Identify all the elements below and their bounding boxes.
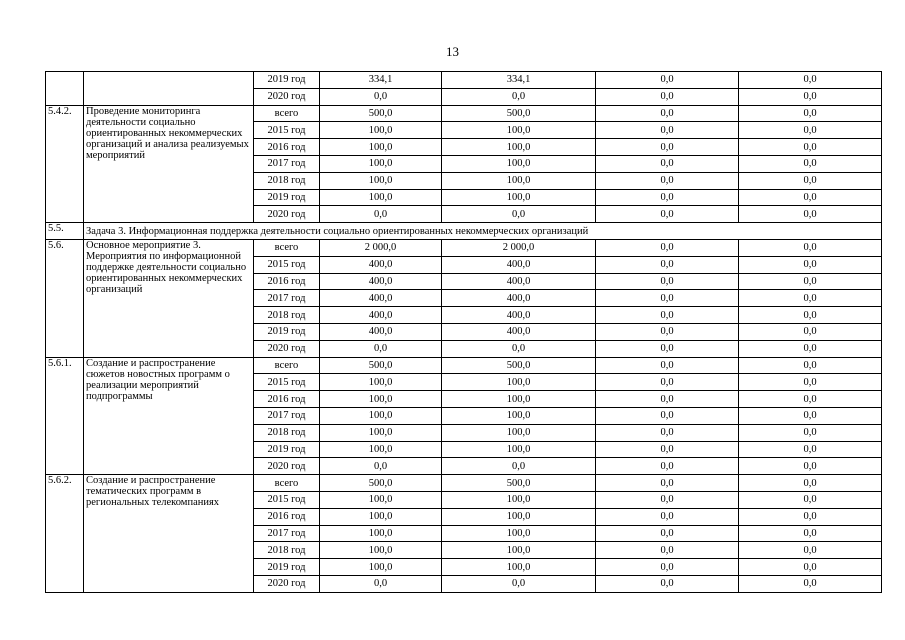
federal-budget-cell: 0,0	[596, 290, 739, 307]
regional-budget-cell: 100,0	[442, 542, 596, 559]
period-cell: 2019 год	[254, 559, 320, 576]
federal-budget-cell: 0,0	[596, 374, 739, 391]
total-cell: 100,0	[320, 407, 442, 424]
code-cell: 5.6.	[46, 239, 84, 357]
name-cell: Создание и распространение тематических программ в региональных телекомпаниях	[84, 475, 254, 593]
other-sources-cell: 0,0	[739, 491, 882, 508]
period-cell: 2017 год	[254, 525, 320, 542]
table-row	[46, 105, 882, 122]
total-cell: 100,0	[320, 391, 442, 408]
federal-budget-cell: 0,0	[596, 307, 739, 324]
name-cell: Основное мероприятие 3. Мероприятия по информационной поддержке деятельности социально ориентированных некоммерческих организаций	[84, 239, 254, 357]
other-sources-cell: 0,0	[739, 206, 882, 223]
federal-budget-cell: 0,0	[596, 407, 739, 424]
other-sources-cell: 0,0	[739, 525, 882, 542]
federal-budget-cell: 0,0	[596, 559, 739, 576]
period-cell: 2020 год	[254, 458, 320, 475]
regional-budget-cell: 0,0	[442, 88, 596, 105]
other-sources-cell: 0,0	[739, 290, 882, 307]
regional-budget-cell: 100,0	[442, 424, 596, 441]
period-cell: 2015 год	[254, 256, 320, 273]
period-cell: 2020 год	[254, 340, 320, 357]
other-sources-cell: 0,0	[739, 340, 882, 357]
period-cell: 2015 год	[254, 491, 320, 508]
federal-budget-cell: 0,0	[596, 256, 739, 273]
period-cell: 2015 год	[254, 122, 320, 139]
total-cell: 100,0	[320, 441, 442, 458]
total-cell: 100,0	[320, 189, 442, 206]
name-cell	[84, 72, 254, 106]
other-sources-cell: 0,0	[739, 273, 882, 290]
total-cell: 100,0	[320, 525, 442, 542]
federal-budget-cell: 0,0	[596, 575, 739, 592]
other-sources-cell: 0,0	[739, 441, 882, 458]
other-sources-cell: 0,0	[739, 323, 882, 340]
other-sources-cell: 0,0	[739, 575, 882, 592]
regional-budget-cell: 100,0	[442, 559, 596, 576]
regional-budget-cell: 100,0	[442, 525, 596, 542]
total-cell: 100,0	[320, 139, 442, 156]
federal-budget-cell: 0,0	[596, 441, 739, 458]
total-cell: 400,0	[320, 323, 442, 340]
period-cell: всего	[254, 357, 320, 374]
task-title: Задача 3. Информационная поддержка деятельности социально ориентированных некоммерческих организаций	[84, 223, 882, 240]
period-cell: 2018 год	[254, 542, 320, 559]
other-sources-cell: 0,0	[739, 475, 882, 492]
total-cell: 100,0	[320, 508, 442, 525]
regional-budget-cell: 0,0	[442, 340, 596, 357]
period-cell: 2019 год	[254, 441, 320, 458]
page-number: 13	[446, 44, 459, 59]
federal-budget-cell: 0,0	[596, 88, 739, 105]
total-cell: 100,0	[320, 542, 442, 559]
federal-budget-cell: 0,0	[596, 206, 739, 223]
total-cell: 100,0	[320, 122, 442, 139]
other-sources-cell: 0,0	[739, 407, 882, 424]
total-cell: 100,0	[320, 559, 442, 576]
period-cell: 2016 год	[254, 508, 320, 525]
federal-budget-cell: 0,0	[596, 542, 739, 559]
total-cell: 0,0	[320, 575, 442, 592]
federal-budget-cell: 0,0	[596, 424, 739, 441]
regional-budget-cell: 100,0	[442, 139, 596, 156]
other-sources-cell: 0,0	[739, 424, 882, 441]
other-sources-cell: 0,0	[739, 256, 882, 273]
federal-budget-cell: 0,0	[596, 139, 739, 156]
other-sources-cell: 0,0	[739, 88, 882, 105]
period-cell: всего	[254, 105, 320, 122]
code-cell: 5.6.2.	[46, 475, 84, 593]
other-sources-cell: 0,0	[739, 458, 882, 475]
code-cell: 5.5.	[46, 223, 84, 240]
federal-budget-cell: 0,0	[596, 340, 739, 357]
other-sources-cell: 0,0	[739, 508, 882, 525]
period-cell: 2015 год	[254, 374, 320, 391]
other-sources-cell: 0,0	[739, 391, 882, 408]
total-cell: 100,0	[320, 374, 442, 391]
regional-budget-cell: 100,0	[442, 155, 596, 172]
period-cell: 2017 год	[254, 290, 320, 307]
total-cell: 500,0	[320, 475, 442, 492]
other-sources-cell: 0,0	[739, 542, 882, 559]
federal-budget-cell: 0,0	[596, 239, 739, 256]
regional-budget-cell: 500,0	[442, 475, 596, 492]
name-cell: Создание и распространение сюжетов новостных программ о реализации мероприятий подпрограммы	[84, 357, 254, 475]
other-sources-cell: 0,0	[739, 189, 882, 206]
code-cell	[46, 72, 84, 106]
federal-budget-cell: 0,0	[596, 189, 739, 206]
task-row	[46, 223, 882, 240]
other-sources-cell: 0,0	[739, 357, 882, 374]
total-cell: 0,0	[320, 458, 442, 475]
table-row	[46, 357, 882, 374]
period-cell: 2018 год	[254, 307, 320, 324]
regional-budget-cell: 100,0	[442, 407, 596, 424]
total-cell: 400,0	[320, 273, 442, 290]
period-cell: 2018 год	[254, 172, 320, 189]
period-cell: 2016 год	[254, 139, 320, 156]
budget-table-body	[46, 72, 882, 593]
period-cell: 2020 год	[254, 206, 320, 223]
period-cell: 2019 год	[254, 323, 320, 340]
total-cell: 400,0	[320, 256, 442, 273]
total-cell: 400,0	[320, 290, 442, 307]
total-cell: 100,0	[320, 491, 442, 508]
regional-budget-cell: 100,0	[442, 189, 596, 206]
federal-budget-cell: 0,0	[596, 508, 739, 525]
total-cell: 500,0	[320, 357, 442, 374]
table-row	[46, 475, 882, 492]
federal-budget-cell: 0,0	[596, 458, 739, 475]
other-sources-cell: 0,0	[739, 374, 882, 391]
table-row	[46, 72, 882, 89]
total-cell: 500,0	[320, 105, 442, 122]
regional-budget-cell: 100,0	[442, 122, 596, 139]
period-cell: всего	[254, 239, 320, 256]
total-cell: 0,0	[320, 340, 442, 357]
regional-budget-cell: 100,0	[442, 508, 596, 525]
other-sources-cell: 0,0	[739, 105, 882, 122]
code-cell: 5.6.1.	[46, 357, 84, 475]
regional-budget-cell: 500,0	[442, 357, 596, 374]
regional-budget-cell: 0,0	[442, 575, 596, 592]
other-sources-cell: 0,0	[739, 172, 882, 189]
regional-budget-cell: 334,1	[442, 72, 596, 89]
period-cell: 2017 год	[254, 407, 320, 424]
period-cell: 2018 год	[254, 424, 320, 441]
other-sources-cell: 0,0	[739, 239, 882, 256]
regional-budget-cell: 400,0	[442, 273, 596, 290]
federal-budget-cell: 0,0	[596, 172, 739, 189]
total-cell: 100,0	[320, 424, 442, 441]
federal-budget-cell: 0,0	[596, 122, 739, 139]
period-cell: 2019 год	[254, 189, 320, 206]
code-cell: 5.4.2.	[46, 105, 84, 223]
federal-budget-cell: 0,0	[596, 491, 739, 508]
period-cell: 2020 год	[254, 88, 320, 105]
total-cell: 400,0	[320, 307, 442, 324]
regional-budget-cell: 100,0	[442, 391, 596, 408]
total-cell: 334,1	[320, 72, 442, 89]
regional-budget-cell: 400,0	[442, 307, 596, 324]
budget-table	[45, 71, 882, 593]
regional-budget-cell: 100,0	[442, 172, 596, 189]
other-sources-cell: 0,0	[739, 307, 882, 324]
regional-budget-cell: 400,0	[442, 323, 596, 340]
other-sources-cell: 0,0	[739, 139, 882, 156]
period-cell: 2016 год	[254, 391, 320, 408]
period-cell: 2016 год	[254, 273, 320, 290]
regional-budget-cell: 0,0	[442, 206, 596, 223]
total-cell: 0,0	[320, 206, 442, 223]
total-cell: 2 000,0	[320, 239, 442, 256]
other-sources-cell: 0,0	[739, 122, 882, 139]
total-cell: 100,0	[320, 172, 442, 189]
period-cell: 2020 год	[254, 575, 320, 592]
regional-budget-cell: 0,0	[442, 458, 596, 475]
regional-budget-cell: 100,0	[442, 374, 596, 391]
name-cell: Проведение мониторинга деятельности социально ориентированных некоммерческих организаций и анализа реализуемых мероприятий	[84, 105, 254, 223]
other-sources-cell: 0,0	[739, 559, 882, 576]
federal-budget-cell: 0,0	[596, 273, 739, 290]
regional-budget-cell: 100,0	[442, 441, 596, 458]
total-cell: 0,0	[320, 88, 442, 105]
federal-budget-cell: 0,0	[596, 155, 739, 172]
table-row	[46, 239, 882, 256]
regional-budget-cell: 100,0	[442, 491, 596, 508]
regional-budget-cell: 400,0	[442, 290, 596, 307]
federal-budget-cell: 0,0	[596, 72, 739, 89]
regional-budget-cell: 2 000,0	[442, 239, 596, 256]
period-cell: всего	[254, 475, 320, 492]
federal-budget-cell: 0,0	[596, 105, 739, 122]
period-cell: 2019 год	[254, 72, 320, 89]
other-sources-cell: 0,0	[739, 155, 882, 172]
period-cell: 2017 год	[254, 155, 320, 172]
federal-budget-cell: 0,0	[596, 525, 739, 542]
federal-budget-cell: 0,0	[596, 391, 739, 408]
other-sources-cell: 0,0	[739, 72, 882, 89]
regional-budget-cell: 500,0	[442, 105, 596, 122]
federal-budget-cell: 0,0	[596, 323, 739, 340]
federal-budget-cell: 0,0	[596, 357, 739, 374]
regional-budget-cell: 400,0	[442, 256, 596, 273]
total-cell: 100,0	[320, 155, 442, 172]
federal-budget-cell: 0,0	[596, 475, 739, 492]
